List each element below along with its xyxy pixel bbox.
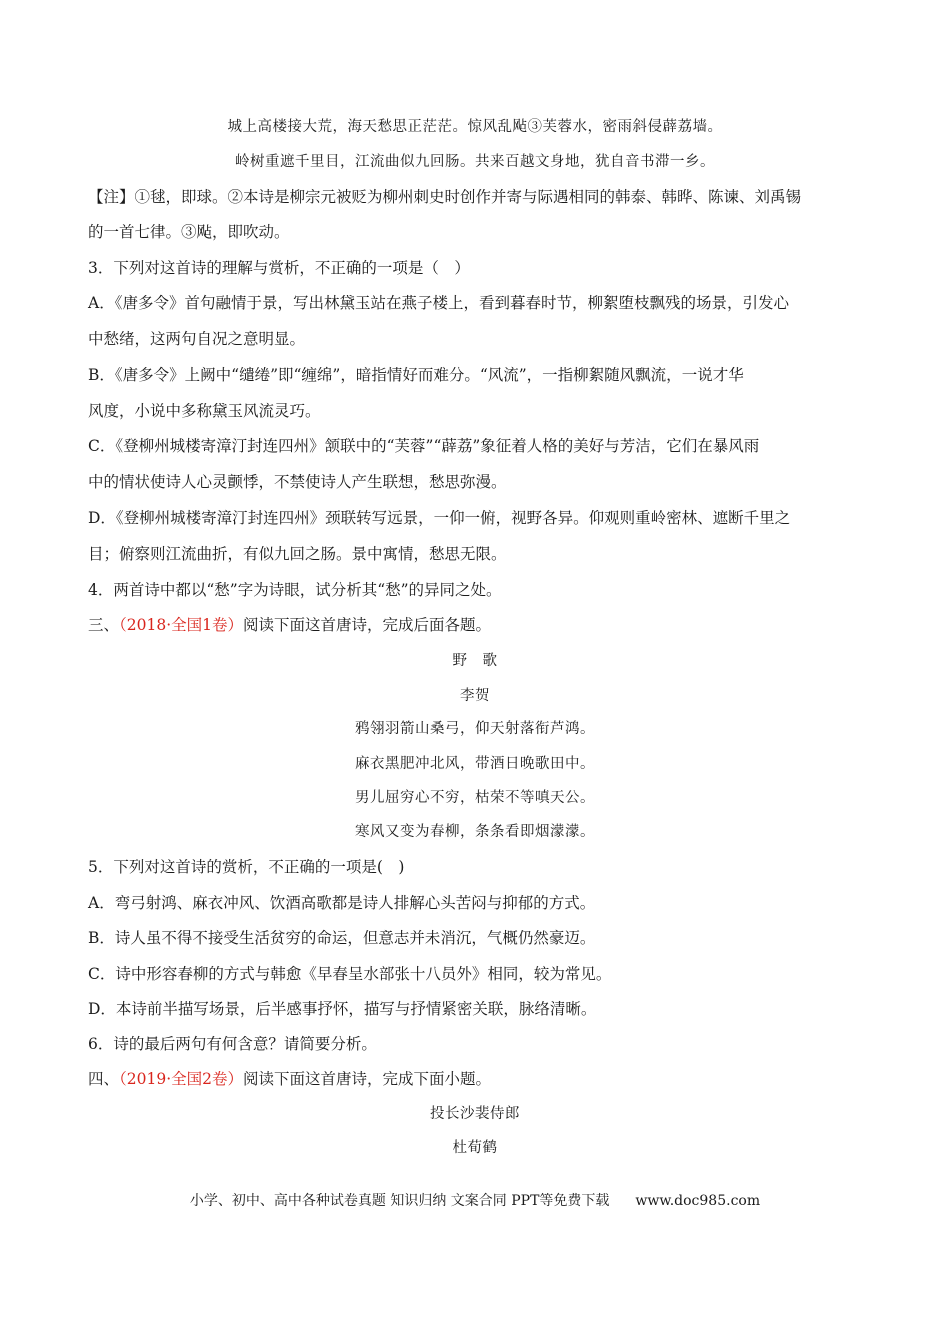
section3-heading (88, 615, 491, 635)
q3-stem: 3．下列对这首诗的理解与赏析，不正确的一项是（ ） (88, 259, 470, 277)
poem3-author: 杜荀鹤 (452, 1140, 498, 1156)
q3-option-d-line-1: D．《登柳州城楼寄漳汀封连四州》颈联转写远景，一仰一俯，视野各异。仰观则重岭密林、遮断千里之 (88, 509, 791, 527)
q3-option-b-line-2: 风度，小说中多称黛玉风流灵巧。 (88, 402, 321, 420)
poem2-title: 野 歌 (452, 653, 498, 669)
q5-option-d: D．本诗前半描写场景，后半感事抒怀，描写与抒情紧密关联，脉络清晰。 (88, 1000, 597, 1018)
footer-url[interactable]: www.doc985.com (635, 1193, 761, 1209)
q5-stem: 5．下列对这首诗的赏析，不正确的一项是( ) (88, 858, 405, 876)
q5-option-c: C．诗中形容春柳的方式与韩愈《早春呈水部张十八员外》相同，较为常见。 (88, 965, 612, 983)
section3-prefix: 三、 (88, 616, 120, 634)
poem1-line-1: 城上高楼接大荒，海天愁思正茫茫。惊风乱飐③芙蓉水，密雨斜侵薜荔墙。 (227, 119, 723, 135)
section4-instruction: 阅读下面这首唐诗，完成下面小题。 (243, 1070, 492, 1088)
poem2-line-1: 鸦翎羽箭山桑弓，仰天射落衔芦鸿。 (355, 721, 595, 737)
poem1-line-2: 岭树重遮千里目，江流曲似九回肠。共来百越文身地，犹自音书滞一乡。 (235, 154, 715, 170)
q3-option-a-line-2: 中愁绪，这两句自况之意明显。 (88, 330, 306, 348)
q3-option-c-line-2: 中的情状使诗人心灵颤悸，不禁使诗人产生联想，愁思弥漫。 (88, 473, 507, 491)
q3-option-c-line-1: C．《登柳州城楼寄漳汀封连四州》颔联中的“芙蓉”“薜荔”象征着人格的美好与芳洁，它们在暴风雨 (88, 437, 760, 455)
section4-heading (88, 1069, 491, 1089)
q4-stem: 4．两首诗中都以“愁”字为诗眼，试分析其“愁”的异同之处。 (88, 581, 502, 599)
section3-source: （2018·全国1卷） (119, 616, 244, 634)
footer-text: 小学、初中、高中各种试卷真题 知识归纳 文案合同 PPT等免费下载 (189, 1193, 610, 1209)
poem2-line-3: 男儿屈穷心不穷，枯荣不等嗔天公。 (355, 790, 595, 806)
section4-source: （2019·全国2卷） (119, 1070, 244, 1088)
q5-option-a: A．弯弓射鸿、麻衣冲风、饮酒高歌都是诗人排解心头苦闷与抑郁的方式。 (88, 894, 596, 912)
poem2-line-4: 寒风又变为春柳，条条看即烟濛濛。 (355, 824, 595, 840)
poem3-title: 投长沙裴侍郎 (430, 1106, 520, 1122)
q6-stem: 6．诗的最后两句有何含意？请简要分析。 (88, 1035, 377, 1053)
page-footer (0, 1191, 950, 1211)
q3-option-d-line-2: 目；俯察则江流曲折，有似九回之肠。景中寓情，愁思无限。 (88, 545, 507, 563)
poem2-line-2: 麻衣黑肥冲北风，带酒日晚歌田中。 (355, 756, 595, 772)
q3-option-b-line-1: B．《唐多令》上阙中“缱绻”即“缠绵”，暗指情好而难分。“风流”，一指柳絮随风飘流，一说才华 (88, 366, 744, 384)
note-line-1: 【注】①毬，即球。②本诗是柳宗元被贬为柳州刺史时创作并寄与际遇相同的韩泰、韩晔、陈谏、刘禹锡 (88, 188, 802, 206)
section4-prefix: 四、 (88, 1070, 120, 1088)
poem2-author: 李贺 (460, 688, 490, 704)
q5-option-b: B．诗人虽不得不接受生活贫穷的命运，但意志并未消沉，气概仍然豪迈。 (88, 929, 596, 947)
section3-instruction: 阅读下面这首唐诗，完成后面各题。 (243, 616, 492, 634)
q3-option-a-line-1: A．《唐多令》首句融情于景，写出林黛玉站在燕子楼上，看到暮春时节，柳絮堕枝飘残的场景，引发心 (88, 294, 789, 312)
note-line-2: 的一首七律。③飐，即吹动。 (88, 223, 290, 241)
